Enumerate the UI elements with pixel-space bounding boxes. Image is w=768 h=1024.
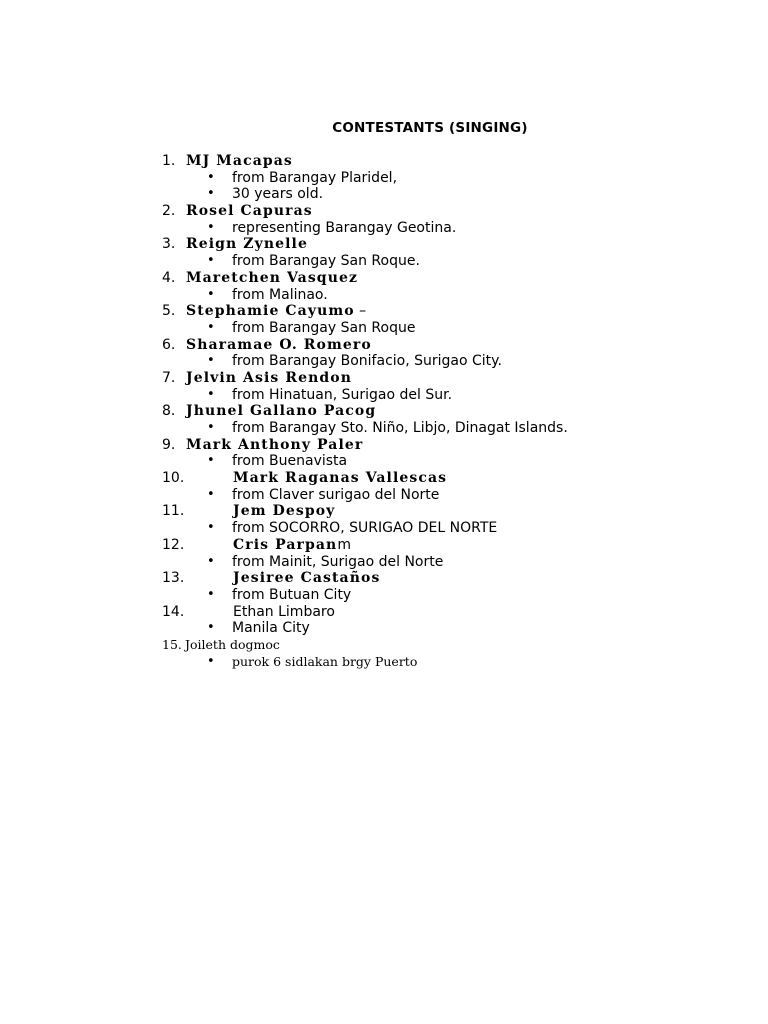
bullet-icon: • [207,286,215,302]
contestant-number: 14. [162,603,185,620]
contestant-name [233,570,380,587]
contestant-number: 12. [162,536,185,553]
contestant-name-text: Stephamie Cayumo [186,303,355,320]
contestant-name-text: Sharamae O. Romero [186,336,372,353]
detail-row [0,487,768,504]
contestant-detail: from Barangay Sto. Niño, Libjo, Dinagat Islands. [232,420,568,436]
contestant-detail: from Barangay Bonifacio, Surigao City. [232,353,502,370]
contestant-detail: from Barangay San Roque [232,319,416,336]
contestant-row [0,604,768,621]
contestant-name-text: Rosel Capuras [186,203,313,220]
contestant-row [0,503,768,520]
list-item [0,470,768,503]
detail-row [0,453,768,470]
contestant-number: 6. [162,336,176,353]
contestant-detail: from Buenavista [232,453,348,470]
contestant-name [186,236,308,253]
contestant-detail: from Mainit, Surigao del Norte [232,553,444,570]
list-item [0,570,768,603]
contestant-name [185,637,280,654]
contestant-detail: from Hinatuan, Surigao del Sur. [232,386,453,403]
contestant-number: 2. [162,203,176,220]
bullet-icon: • [207,219,215,235]
detail-row [0,520,768,537]
bullet-icon: • [207,169,215,185]
contestant-name [233,470,447,487]
contestant-name [186,370,352,387]
contestant-number: 4. [162,269,176,286]
contestant-name-text: Jem Despoy [233,503,336,520]
detail-row [0,387,768,404]
list-item [0,637,768,670]
list-item [0,153,768,203]
page-title: CONTESTANTS (SINGING) [332,120,528,136]
contestant-number: 13. [162,570,185,587]
detail-row [0,253,768,270]
detail-row [0,287,768,304]
detail-row [0,353,768,370]
contestant-detail: Manila City [232,620,310,637]
contestant-detail: representing Barangay Geotina. [232,219,457,236]
contestant-detail: from SOCORRO, SURIGAO DEL NORTE [232,520,498,537]
detail-row [0,320,768,337]
contestant-name-text: Mark Raganas Vallescas [233,470,448,487]
contestant-name-text: Mark Anthony Paler [186,436,364,453]
contestant-row [0,637,768,654]
contestant-name-text: MJ Macapas [186,153,293,169]
contestant-name-text: Joileth dogmoc [185,636,280,652]
contestant-name [186,270,358,287]
contestant-row [0,437,768,454]
contestant-number: 15. [162,636,182,652]
list-item [0,236,768,269]
detail-row [0,186,768,203]
bullet-icon: • [207,453,215,469]
contestant-row [0,203,768,220]
detail-row [0,620,768,637]
contestant-name-suffix: – [354,303,367,320]
contestant-detail: from Barangay Plaridel, [232,169,398,186]
contestant-row [0,236,768,253]
bullet-icon: • [207,620,215,636]
contestant-name-suffix: m [337,536,351,553]
contestant-name-text: Jelvin Asis Rendon [186,369,353,386]
bullet-icon: • [207,319,215,335]
contestant-row [0,153,768,170]
detail-row [0,220,768,237]
bullet-icon: • [207,186,215,202]
contestant-detail: 30 years old. [232,186,324,203]
bullet-icon: • [207,520,215,536]
contestant-name [186,203,313,220]
list-item [0,270,768,303]
detail-row [0,420,768,437]
bullet-icon: • [207,253,215,269]
bullet-icon: • [207,486,215,502]
contestant-row [0,337,768,354]
contestant-number: 9. [162,436,176,453]
contestant-row [0,570,768,587]
bullet-icon: • [207,653,215,669]
contestant-name [186,437,363,454]
contestant-number: 8. [162,403,176,420]
contestant-detail: from Barangay San Roque. [232,253,420,270]
bullet-icon: • [207,553,215,569]
list-item [0,437,768,470]
bullet-icon: • [207,386,215,402]
contestant-row [0,303,768,320]
contestant-name-text: Ethan Limbaro [233,603,335,620]
contestant-name-text: Jesiree Castaños [233,570,381,587]
contestant-detail: from Claver surigao del Norte [232,486,440,503]
list-item [0,370,768,403]
contestant-list [0,153,768,670]
contestant-number: 7. [162,369,176,386]
list-item [0,337,768,370]
contestant-name [233,503,335,520]
contestant-row [0,403,768,420]
contestant-detail: from Butuan City [232,586,352,603]
contestant-row [0,470,768,487]
bullet-icon: • [207,353,215,369]
contestant-name [186,303,366,320]
contestant-name [233,604,335,621]
contestant-detail: purok 6 sidlakan brgy Puerto [232,653,418,669]
contestant-name [186,403,376,420]
contestant-number: 1. [162,153,176,169]
contestant-name-text: Jhunel Gallano Pacog [186,403,377,420]
contestant-name [186,337,372,354]
contestant-name [233,537,351,554]
contestant-name-text: Reign Zynelle [186,236,308,253]
list-item [0,537,768,570]
list-item [0,203,768,236]
bullet-icon: • [207,420,215,435]
contestant-name-text: Cris Parpan [233,536,338,553]
contestant-number: 11. [162,503,185,520]
contestant-number: 5. [162,303,176,320]
contestant-detail: from Malinao. [232,286,328,303]
bullet-icon: • [207,586,215,602]
list-item [0,503,768,536]
detail-row [0,170,768,187]
contestant-row [0,270,768,287]
contestant-row [0,537,768,554]
list-item [0,303,768,336]
contestant-name [186,153,293,170]
list-item [0,403,768,436]
detail-row [0,587,768,604]
contestant-name-text: Maretchen Vasquez [186,269,359,286]
contestant-number: 3. [162,236,176,253]
list-item [0,604,768,637]
detail-row [0,554,768,571]
contestant-number: 10. [162,470,185,487]
detail-row [0,654,768,671]
contestant-row [0,370,768,387]
